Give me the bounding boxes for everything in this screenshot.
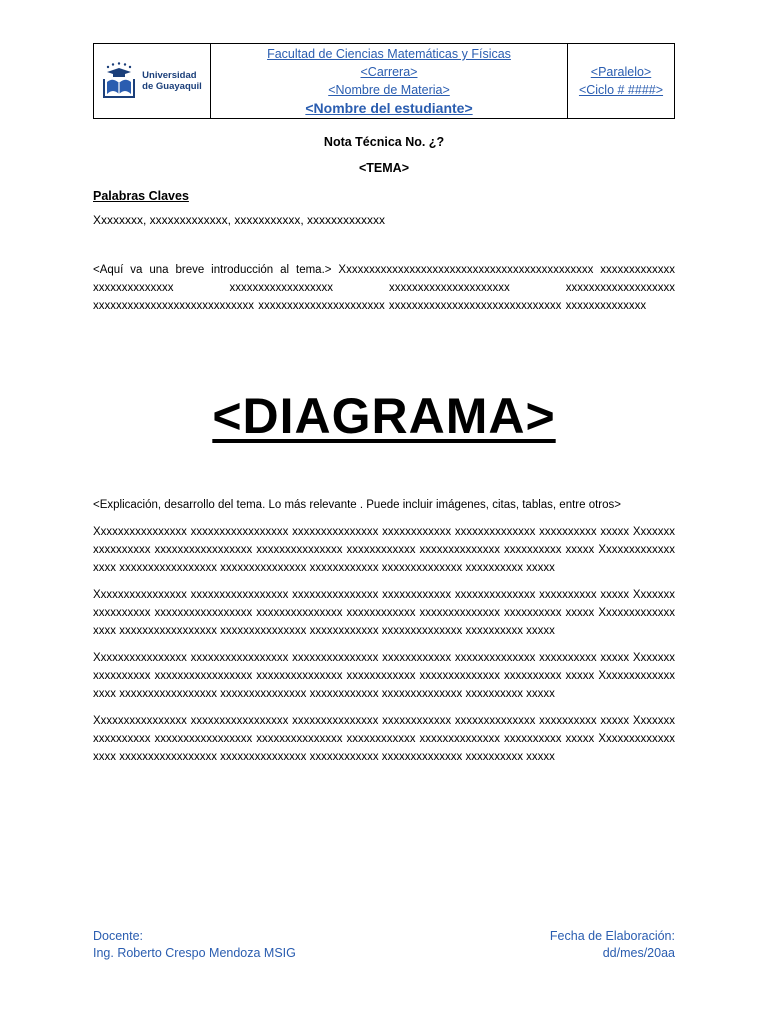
subject-link[interactable]: <Nombre de Materia>: [328, 83, 450, 97]
teacher-label: Docente:: [93, 929, 144, 943]
topic-heading: <TEMA>: [358, 161, 409, 175]
date-block: [550, 928, 675, 962]
header-course-info: [211, 44, 568, 118]
header-table: [93, 43, 675, 119]
diagram-placeholder: [93, 387, 675, 445]
document-page: [93, 43, 675, 766]
student-name-link[interactable]: <Nombre del estudiante>: [305, 100, 473, 116]
teacher-block: [93, 928, 296, 962]
header-section-info: [568, 44, 674, 118]
intro-paragraph: <Aquí va una breve introducción al tema.> Xxxxxxxxxxxxxxxxxxxxxxxxxxxxxxxxxxxxxxxxxxxx xxxxxxxxxxxxx xxxxxxxxxxxxxx xxxxxxxxxxxxxxxxxx xxxxxxxxxxxxxxxxxxxxx xxxxxxxxxxxxxxxxxxx xxxxxxxxxxxxxxxxxxxxxxxxxxxx xxxxxxxxxxxxxxxxxxxxxx xxxxxxxxxxxxxxxxxxxxxxxxxxxxxx xxxxxxxxxxxxxx: [93, 264, 675, 312]
diagram-title: <DIAGRAMA>: [212, 388, 556, 444]
explanation-paragraph: <Explicación, desarrollo del tema. Lo más relevante . Puede incluir imágenes, citas, tablas, entre otros>: [93, 499, 622, 511]
body-paragraph: Xxxxxxxxxxxxxxxx xxxxxxxxxxxxxxxxx xxxxxxxxxxxxxxx xxxxxxxxxxxx xxxxxxxxxxxxxx xxxxxxxxxx xxxxx Xxxxxxxxxxxxxxxxx xxxxxxxxxxxxxxxxx xxxxxxxxxxxxxxx xxxxxxxxxxxx xxxxxxxxxxxxxx xxxxxxxxxx xxxxx Xxxxxxxxxxxxxxxxx xxxxxxxxxxxxxxxxx xxxxxxxxxxxxxxx xxxxxxxxxxxx xxxxxxxxxxxxxx xxxxxxxxxx xxxxx: [93, 715, 675, 763]
cycle-link[interactable]: <Ciclo # ####>: [578, 83, 664, 97]
date-label: Fecha de Elaboración:: [549, 929, 675, 943]
keywords-text: Xxxxxxxx, xxxxxxxxxxxxx, xxxxxxxxxxx, xxxxxxxxxxxxx: [93, 213, 386, 227]
body-paragraph: Xxxxxxxxxxxxxxxx xxxxxxxxxxxxxxxxx xxxxxxxxxxxxxxx xxxxxxxxxxxx xxxxxxxxxxxxxx xxxxxxxxxx xxxxx Xxxxxxxxxxxxxxxxx xxxxxxxxxxxxxxxxx xxxxxxxxxxxxxxx xxxxxxxxxxxx xxxxxxxxxxxxxx xxxxxxxxxx xxxxx Xxxxxxxxxxxxxxxxx xxxxxxxxxxxxxxxxx xxxxxxxxxxxxxxx xxxxxxxxxxxx xxxxxxxxxxxxxx xxxxxxxxxx xxxxx: [93, 652, 675, 700]
date-value: dd/mes/20aa: [602, 946, 675, 960]
note-title: Nota Técnica No. ¿?: [323, 135, 445, 149]
logo-line-1: Universidad: [142, 70, 197, 81]
body-paragraph: Xxxxxxxxxxxxxxxx xxxxxxxxxxxxxxxxx xxxxxxxxxxxxxxx xxxxxxxxxxxx xxxxxxxxxxxxxx xxxxxxxxxx xxxxx Xxxxxxxxxxxxxxxxx xxxxxxxxxxxxxxxxx xxxxxxxxxxxxxxx xxxxxxxxxxxx xxxxxxxxxxxxxx xxxxxxxxxx xxxxx Xxxxxxxxxxxxxxxxx xxxxxxxxxxxxxxxxx xxxxxxxxxxxxxxx xxxxxxxxxxxx xxxxxxxxxxxxxx xxxxxxxxxx xxxxx: [93, 589, 675, 637]
teacher-name: Ing. Roberto Crespo Mendoza MSIG: [93, 946, 296, 960]
page-footer: [93, 928, 675, 962]
university-logo: [94, 44, 211, 118]
body-paragraph: Xxxxxxxxxxxxxxxx xxxxxxxxxxxxxxxxx xxxxxxxxxxxxxxx xxxxxxxxxxxx xxxxxxxxxxxxxx xxxxxxxxxx xxxxx Xxxxxxxxxxxxxxxxx xxxxxxxxxxxxxxxxx xxxxxxxxxxxxxxx xxxxxxxxxxxx xxxxxxxxxxxxxx xxxxxxxxxx xxxxx Xxxxxxxxxxxxxxxxx xxxxxxxxxxxxxxxxx xxxxxxxxxxxxxxx xxxxxxxxxxxx xxxxxxxxxxxxxx xxxxxxxxxx xxxxx: [93, 526, 675, 574]
parallel-link[interactable]: <Paralelo>: [590, 65, 652, 79]
career-link[interactable]: <Carrera>: [360, 65, 418, 79]
faculty-link[interactable]: Facultad de Ciencias Matemáticas y Físicas: [267, 47, 511, 61]
logo-wordmark: [142, 70, 202, 92]
logo-line-2: de Guayaquil: [142, 81, 202, 92]
keywords-heading: Palabras Claves: [93, 189, 189, 203]
university-crest-icon: [102, 61, 136, 101]
